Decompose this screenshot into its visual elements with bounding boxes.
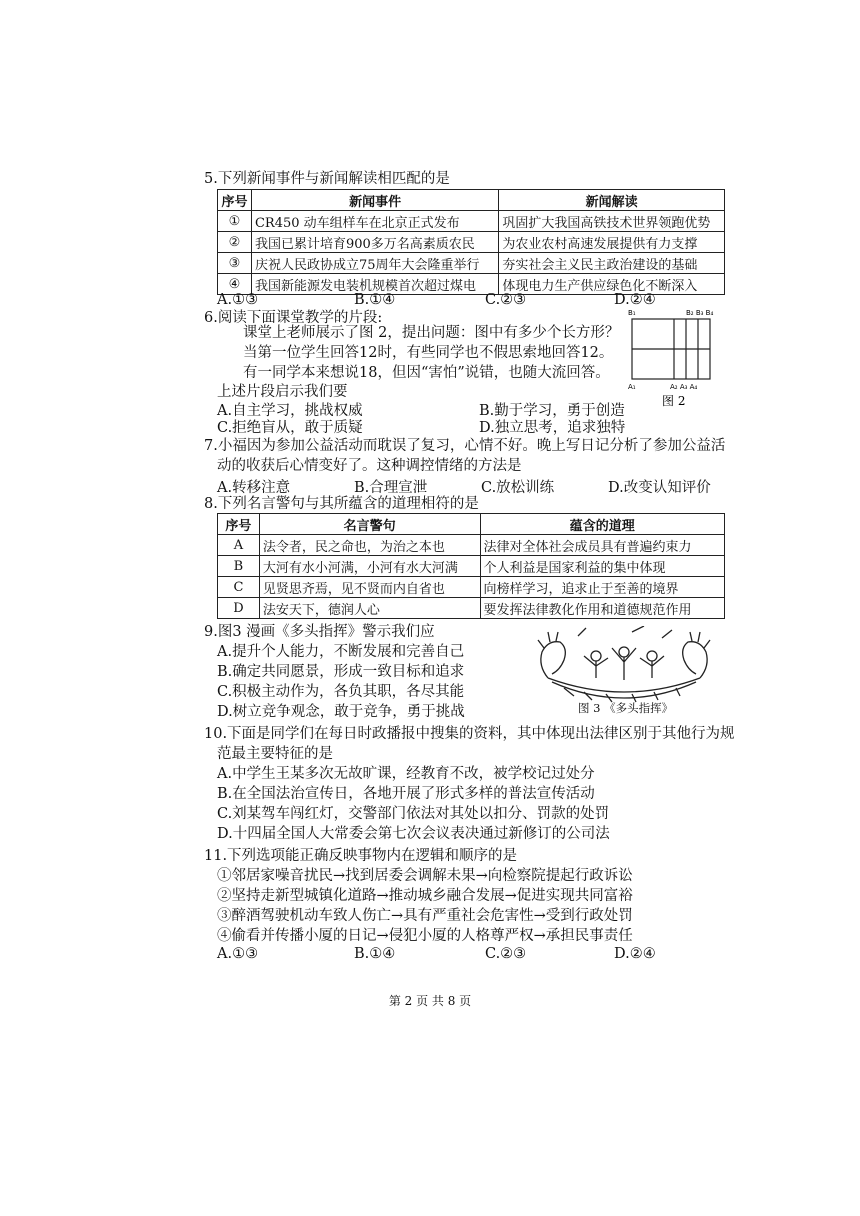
dragon-horns-right [690, 632, 710, 648]
q5-option-c[interactable]: C.②③ [485, 292, 527, 308]
q10-option-d[interactable]: D.十四届全国人大常委会第七次会议表决通过新修订的公司法 [217, 826, 610, 842]
q9-stem: 9.图3 漫画《多头指挥》警示我们应 [204, 624, 435, 640]
q7-option-b[interactable]: B.合理宣泄 [354, 480, 428, 496]
row-reading: 巩固扩大我国高铁技术世界领跑优势 [499, 211, 725, 232]
row-meaning: 向榜样学习，追求止于至善的境界 [480, 577, 724, 598]
row-no: D [218, 598, 260, 619]
q11-option-d[interactable]: D.②④ [614, 946, 656, 962]
q11-item-4: ④偷看并传播小厦的日记→侵犯小厦的人格尊严权→承担民事责任 [217, 928, 633, 944]
q8-header-quote: 名言警句 [259, 514, 480, 535]
q5-stem: 5.下列新闻事件与新闻解读相匹配的是 [204, 171, 450, 187]
q6-para-1: 课堂上老师展示了图 2，提出问题：图中有多少个长方形？ [243, 325, 620, 341]
table-row [218, 232, 725, 253]
q10-stem-line-1: 10.下面是同学们在每日时政播报中搜集的资料，其中体现出法律区别于其他行为规 [204, 726, 735, 742]
pointing-arms [578, 626, 672, 638]
q6-option-c[interactable]: C.拒绝盲从，敢于质疑 [217, 420, 363, 436]
q5-option-a[interactable]: A.①③ [217, 292, 259, 308]
q5-table [217, 189, 725, 295]
dragon-head-right [683, 642, 707, 678]
figure-body [584, 656, 608, 678]
row-reading: 为农业农村高速发展提供有力支撑 [499, 232, 725, 253]
figure-body [640, 656, 664, 678]
q6-option-b[interactable]: B.勤于学习，勇于创造 [479, 403, 625, 419]
row-meaning: 个人利益是国家利益的集中体现 [480, 556, 724, 577]
table-row [218, 598, 725, 619]
row-no: ② [218, 232, 252, 253]
q11-option-b[interactable]: B.①④ [354, 946, 396, 962]
row-quote: 大河有水小河满，小河有水大河满 [259, 556, 480, 577]
q5-header-no: 序号 [218, 190, 252, 211]
row-no: ① [218, 211, 252, 232]
rectangle-grid-figure [626, 307, 718, 409]
q9-option-d[interactable]: D.树立竞争观念，敢于竞争，勇于挑战 [217, 704, 465, 720]
figure-bottom-label-2: A₂ A₃ A₄ [670, 383, 698, 391]
q7-stem-line-1: 7.小福因为参加公益活动而耽误了复习，心情不好。晚上写日记分析了参加公益活 [204, 438, 726, 454]
q5-option-b[interactable]: B.①④ [354, 292, 396, 308]
q8-header-no: 序号 [218, 514, 260, 535]
row-reading: 体现电力生产供应绿色化不断深入 [499, 274, 725, 295]
q11-item-3: ③醉酒驾驶机动车致人伤亡→具有严重社会危害性→受到行政处罚 [217, 908, 633, 924]
q5-table-header [218, 190, 725, 211]
q6-stem: 6.阅读下面课堂教学的片段: [204, 310, 383, 326]
q5-option-d[interactable]: D.②④ [614, 292, 656, 308]
boat-pattern [564, 688, 680, 702]
q9-option-c[interactable]: C.积极主动作为，各负其职，各尽其能 [217, 684, 465, 700]
q8-stem: 8.下列名言警句与其所蕴含的道理相符的是 [204, 496, 479, 512]
dragon-horns-left [538, 632, 558, 648]
q6-option-d[interactable]: D.独立思考，追求独特 [479, 420, 626, 436]
q7-option-c[interactable]: C.放松训练 [481, 480, 555, 496]
table-row [218, 577, 725, 598]
row-event: 我国已累计培育900多万名高素质农民 [251, 232, 498, 253]
q11-option-c[interactable]: C.②③ [485, 946, 527, 962]
row-no: C [218, 577, 260, 598]
figure-head [647, 651, 657, 661]
row-no: ③ [218, 253, 252, 274]
q11-item-1: ①邻居家噪音扰民→找到居委会调解未果→向检察院提起行政诉讼 [217, 868, 633, 884]
q8-table-header [218, 514, 725, 535]
figure-bottom-label-1: A₁ [628, 383, 636, 391]
row-meaning: 要发挥法律教化作用和道德规范作用 [480, 598, 724, 619]
q6-followup: 上述片段启示我们要 [217, 384, 348, 400]
q11-stem: 11.下列选项能正确反映事物内在逻辑和顺序的是 [204, 848, 518, 864]
row-no: ④ [218, 274, 252, 295]
row-no: B [218, 556, 260, 577]
table-row [218, 253, 725, 274]
q6-para-2: 当第一位学生回答12时，有些同学也不假思索地回答12。 [243, 345, 614, 361]
figure-head [591, 651, 601, 661]
q6-option-a[interactable]: A.自主学习，挑战权威 [217, 403, 363, 419]
row-quote: 见贤思齐焉，见不贤而内自省也 [259, 577, 480, 598]
row-meaning: 法律对全体社会成员具有普遍约束力 [480, 535, 724, 556]
row-event: 庆祝人民政协成立75周年大会隆重举行 [251, 253, 498, 274]
q10-option-b[interactable]: B.在全国法治宣传日，各地开展了形式多样的普法宣传活动 [217, 786, 595, 802]
figure-head [619, 647, 629, 657]
figure-2-caption: 图 2 [662, 394, 686, 408]
figure-3-caption: 图 3 《多头指挥》 [578, 701, 674, 715]
row-event: 我国新能源发电装机规模首次超过煤电 [251, 274, 498, 295]
q7-stem-line-2: 动的收获后心情变好了。这种调控情绪的方法是 [217, 458, 522, 474]
dragon-boat-cartoon [534, 626, 714, 718]
q8-header-meaning: 蕴含的道理 [480, 514, 724, 535]
q11-option-a[interactable]: A.①③ [217, 946, 259, 962]
row-no: A [218, 535, 260, 556]
figure-body [612, 648, 636, 680]
q7-option-d[interactable]: D.改变认知评价 [608, 480, 711, 496]
q10-option-c[interactable]: C.刘某驾车闯红灯，交警部门依法对其处以扣分、罚款的处罚 [217, 806, 610, 822]
q10-stem-line-2: 范最主要特征的是 [217, 746, 333, 762]
row-quote: 法安天下，德润人心 [259, 598, 480, 619]
q5-header-event: 新闻事件 [251, 190, 498, 211]
row-reading: 夯实社会主义民主政治建设的基础 [499, 253, 725, 274]
table-row [218, 211, 725, 232]
figure-top-label-2: B₂ B₃ B₄ [686, 309, 714, 317]
figure-top-label-1: B₁ [628, 309, 636, 317]
q8-table [217, 513, 725, 619]
dragon-head-left [541, 642, 565, 678]
q6-para-3: 有一同学本来想说18，但因“害怕”说错，也随大流回答。 [243, 365, 610, 381]
row-quote: 法令者，民之命也，为治之本也 [259, 535, 480, 556]
row-event: CR450 动车组样车在北京正式发布 [251, 211, 498, 232]
q5-header-reading: 新闻解读 [499, 190, 725, 211]
table-row [218, 556, 725, 577]
page-footer: 第 2 页 共 8 页 [388, 994, 472, 1008]
q7-option-a[interactable]: A.转移注意 [217, 480, 291, 496]
q10-option-a[interactable]: A.中学生王某多次无故旷课，经教育不改，被学校记过处分 [217, 766, 595, 782]
q9-option-a[interactable]: A.提升个人能力，不断发展和完善自己 [217, 644, 465, 660]
q11-item-2: ②坚持走新型城镇化道路→推动城乡融合发展→促进实现共同富裕 [217, 888, 633, 904]
q9-option-b[interactable]: B.确定共同愿景，形成一致目标和追求 [217, 664, 465, 680]
table-row [218, 535, 725, 556]
